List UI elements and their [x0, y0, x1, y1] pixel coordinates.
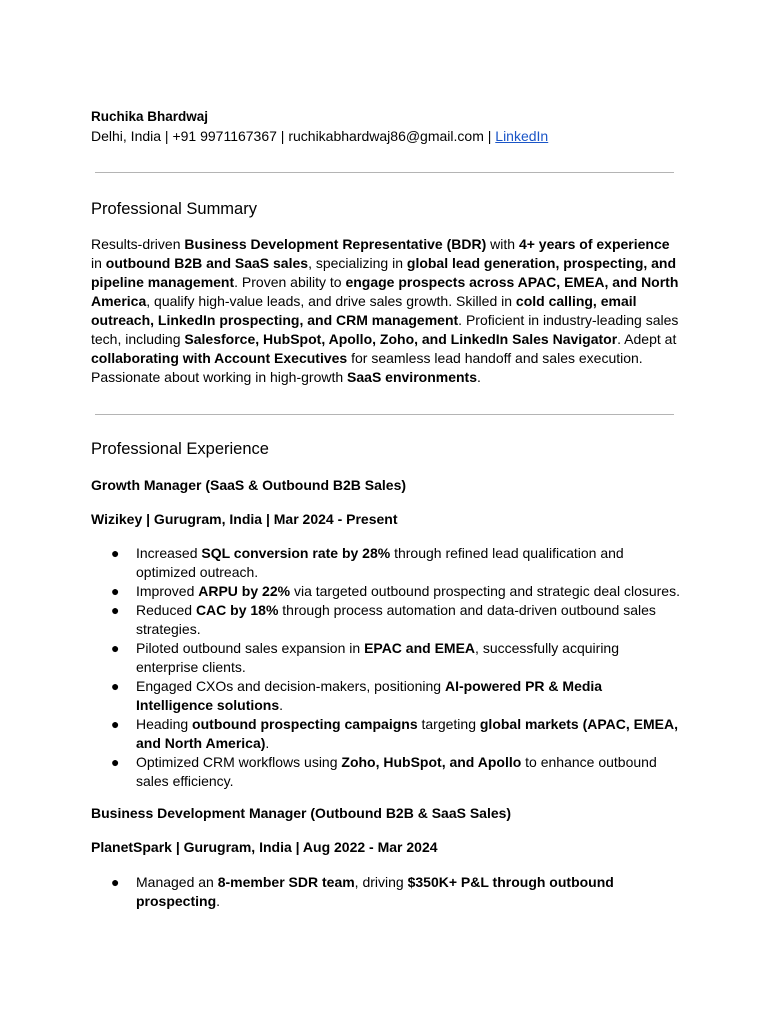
- job-bullets: [91, 873, 681, 911]
- bold-text: CAC by 18%: [195, 602, 279, 618]
- bullet-dot-icon: ●: [111, 678, 120, 694]
- bold-text: global markets (APAC, EMEA, and North America): [136, 716, 678, 751]
- bold-text: engage prospects across APAC, EMEA, and North America: [91, 274, 679, 309]
- job-title: Business Development Manager (Outbound B2B & SaaS Sales): [91, 805, 512, 821]
- text-run: .: [476, 369, 481, 385]
- text-run: Managed an: [136, 874, 218, 890]
- bold-text: global lead generation, prospecting, and pipeline management: [91, 255, 677, 290]
- text-run: Optimized CRM workflows using: [136, 754, 342, 770]
- text-run: Piloted outbound sales expansion in: [136, 640, 365, 656]
- bold-text: AI-powered PR & Media Intelligence solutions: [136, 678, 603, 713]
- text-run: to enhance outbound sales efficiency.: [136, 754, 657, 789]
- job-meta: PlanetSpark | Gurugram, India | Aug 2022 - Mar 2024: [91, 839, 438, 855]
- job-bullets: [91, 544, 681, 791]
- bullet-dot-icon: ●: [111, 874, 120, 890]
- text-run: .: [216, 893, 221, 909]
- contact-details: Delhi, India | +91 9971167367 | ruchikabhardwaj86@gmail.com |: [91, 128, 496, 144]
- text-run: .: [279, 697, 284, 713]
- bold-text: outbound B2B and SaaS sales: [105, 255, 309, 271]
- job-title: Growth Manager (SaaS & Outbound B2B Sales): [91, 477, 407, 493]
- bold-text: ARPU by 22%: [198, 583, 291, 599]
- bullet-dot-icon: ●: [111, 716, 120, 732]
- candidate-name: Ruchika Bhardwaj: [91, 109, 209, 124]
- text-run: .: [265, 735, 270, 751]
- bullet-item: [91, 544, 681, 582]
- summary-paragraph: [91, 235, 681, 387]
- resume-header: [91, 107, 548, 146]
- text-run: , qualify high-value leads, and drive sales growth. Skilled in: [146, 293, 516, 309]
- text-run: , specializing in: [308, 255, 407, 271]
- section-divider: [95, 414, 674, 415]
- bullet-item: [91, 582, 681, 601]
- summary-heading: Professional Summary: [91, 200, 257, 218]
- bold-text: Zoho, HubSpot, and Apollo: [341, 754, 522, 770]
- text-run: , driving: [354, 874, 408, 890]
- bold-text: Salesforce, HubSpot, Apollo, Zoho, and LinkedIn Sales Navigator: [184, 331, 618, 347]
- text-run: . Proficient in industry-leading sales tech, including: [91, 312, 679, 347]
- text-run: with: [486, 236, 519, 252]
- bold-text: SQL conversion rate by 28%: [201, 545, 391, 561]
- text-run: Engaged CXOs and decision-makers, positioning: [136, 678, 445, 694]
- text-run: targeting: [417, 716, 480, 732]
- bullet-item: [91, 601, 681, 639]
- bold-text: Business Development Representative (BDR): [184, 236, 487, 252]
- text-run: in: [91, 255, 106, 271]
- text-run: through process automation and data-driven outbound sales strategies.: [136, 602, 656, 637]
- bullet-dot-icon: ●: [111, 602, 120, 618]
- text-run: Results-driven: [91, 236, 185, 252]
- bold-text: 8-member SDR team: [217, 874, 355, 890]
- bold-text: 4+ years of experience: [518, 236, 670, 252]
- bullet-dot-icon: ●: [111, 545, 120, 561]
- experience-heading: Professional Experience: [91, 440, 269, 458]
- section-divider: [95, 172, 674, 173]
- bold-text: EPAC and EMEA: [364, 640, 476, 656]
- bold-text: outbound prospecting campaigns: [192, 716, 418, 732]
- bullet-item: [91, 873, 681, 911]
- bullet-item: [91, 677, 681, 715]
- bullet-dot-icon: ●: [111, 640, 120, 656]
- text-run: . Proven ability to: [234, 274, 346, 290]
- contact-line: [91, 126, 548, 146]
- text-run: through refined lead qualification and optimized outreach.: [136, 545, 624, 580]
- text-run: Increased: [136, 545, 202, 561]
- bold-text: collaborating with Account Executives: [91, 350, 348, 366]
- bold-text: $350K+ P&L through outbound prospecting: [136, 874, 614, 909]
- bullet-item: [91, 639, 681, 677]
- bullet-dot-icon: ●: [111, 754, 120, 770]
- text-run: via targeted outbound prospecting and strategic deal closures.: [290, 583, 680, 599]
- text-run: . Adept at: [617, 331, 677, 347]
- job-meta: Wizikey | Gurugram, India | Mar 2024 - Present: [91, 511, 398, 527]
- text-run: for seamless lead handoff and sales execution. Passionate about working in high-growth: [91, 350, 643, 385]
- bullet-item: [91, 715, 681, 753]
- text-run: Improved: [136, 583, 199, 599]
- text-run: Reduced: [136, 602, 196, 618]
- linkedin-link[interactable]: LinkedIn: [495, 128, 549, 144]
- text-run: , successfully acquiring enterprise clients.: [136, 640, 619, 675]
- bullet-item: [91, 753, 681, 791]
- bold-text: SaaS environments: [347, 369, 477, 385]
- bold-text: cold calling, email outreach, LinkedIn prospecting, and CRM management: [91, 293, 637, 328]
- bullet-dot-icon: ●: [111, 583, 120, 599]
- text-run: Heading: [136, 716, 193, 732]
